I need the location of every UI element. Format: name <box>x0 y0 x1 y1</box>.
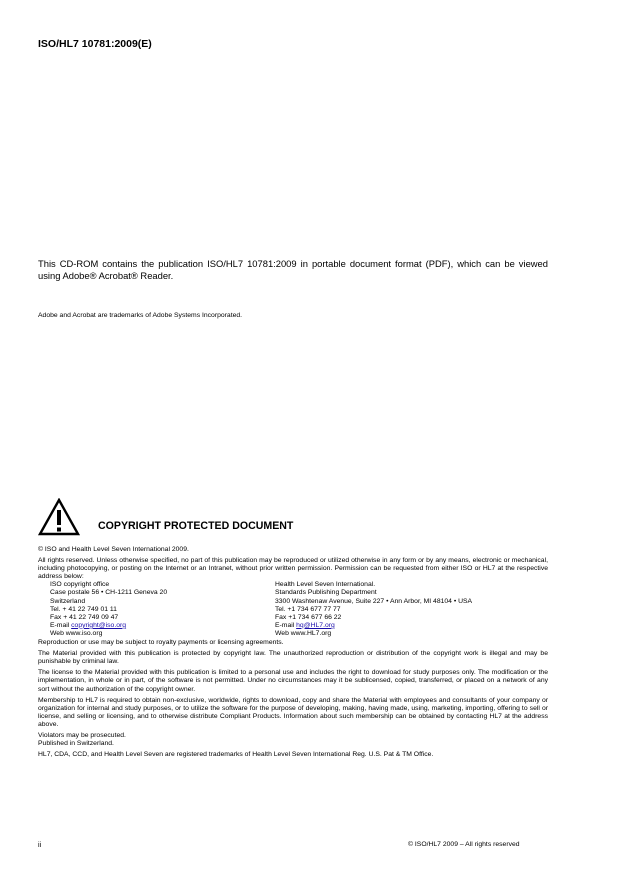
page-number: ii <box>38 840 42 849</box>
reproduction-note: Reproduction or use may be subject to royalty payments or licensing agreements. <box>38 639 284 647</box>
intro-paragraph: This CD-ROM contains the publication ISO/HL7 10781:2009 in portable document format (PDF), which can be viewed using Adobe® Acrobat® Reader. <box>38 258 548 281</box>
iso-email-link[interactable]: copyright@iso.org <box>71 621 127 629</box>
warning-icon <box>38 498 80 536</box>
protection-paragraph: The Material provided with this publication is protected by copyright law. The unauthorized reproduction or distribution of the copyright work is illegal and may be punishable by criminal law. <box>38 650 548 666</box>
license-paragraph: The license to the Material provided with this publication is limited to a personal use and includes the right to download for study purposes only. The modification or the implementation, in whole or in part, of the software is not permitted. Under no circumstances may it be sublicensed, copied, transferred, or placed on a network of any sort without the authorization of the copyright owner. <box>38 669 548 693</box>
violators-note: Violators may be prosecuted. <box>38 731 126 739</box>
hl7-email-label: E-mail <box>275 621 297 629</box>
hl7-contact <box>275 581 472 638</box>
adobe-trademark-note: Adobe and Acrobat are trademarks of Adobe Systems Incorporated. <box>38 312 243 319</box>
iso-tel: Tel. + 41 22 749 01 11 <box>50 605 117 613</box>
footer-copyright: © ISO/HL7 2009 – All rights reserved <box>408 841 520 848</box>
hl7-email-row <box>275 622 472 630</box>
hl7-trademark-note: HL7, CDA, CCD, and Health Level Seven are registered trademarks of Health Level Seven International Reg. U.S. Pat & TM Office. <box>38 751 434 759</box>
published-note: Published in Switzerland. <box>38 740 114 748</box>
iso-email-label: E-mail <box>50 621 72 629</box>
iso-email-row <box>50 622 275 630</box>
hl7-fax: Fax +1 734 677 66 22 <box>275 613 342 621</box>
document-id: ISO/HL7 10781:2009(E) <box>38 38 152 50</box>
membership-paragraph: Membership to HL7 is required to obtain non-exclusive, worldwide, rights to download, copy and share the Material with employees and consultants of your company or organization for internal and study purposes, or to utilize the software for the purpose of developing, making, having made, using, marketing, importing, offering to sell or license, and selling or licensing, and to otherwise distribute Compliant Products. Information about such membership can be obtained by contacting HL7 at the address above. <box>38 696 548 728</box>
rights-paragraph: All rights reserved. Unless otherwise specified, no part of this publication may be reproduced or utilized otherwise in any form or by any means, electronic or mechanical, including photocopying, or posting on the Internet or an Intranet, without prior written permission. Permission can be requested from either ISO or HL7 at the respective address below: <box>38 557 548 581</box>
hl7-dept: Standards Publishing Department <box>275 589 377 597</box>
iso-fax: Fax + 41 22 749 09 47 <box>50 613 119 621</box>
hl7-address: 3300 Washtenaw Avenue, Suite 227 • Ann Arbor, MI 48104 • USA <box>275 597 473 605</box>
iso-address: Case postale 56 • CH-1211 Geneva 20 <box>50 589 168 597</box>
copyright-notice <box>38 546 548 762</box>
copyright-title: COPYRIGHT PROTECTED DOCUMENT <box>98 520 294 532</box>
iso-name: ISO copyright office <box>50 581 110 589</box>
iso-contact <box>50 581 275 638</box>
hl7-tel: Tel. +1 734 677 77 77 <box>275 605 341 613</box>
iso-country: Switzerland <box>50 597 86 605</box>
iso-web: Web www.iso.org <box>50 629 103 637</box>
hl7-email-link[interactable]: hq@HL7.org <box>296 621 335 629</box>
contact-addresses <box>38 581 548 638</box>
hl7-web: Web www.HL7.org <box>275 629 332 637</box>
copyright-owner: © ISO and Health Level Seven International 2009. <box>38 546 189 553</box>
hl7-name: Health Level Seven International. <box>275 581 376 589</box>
